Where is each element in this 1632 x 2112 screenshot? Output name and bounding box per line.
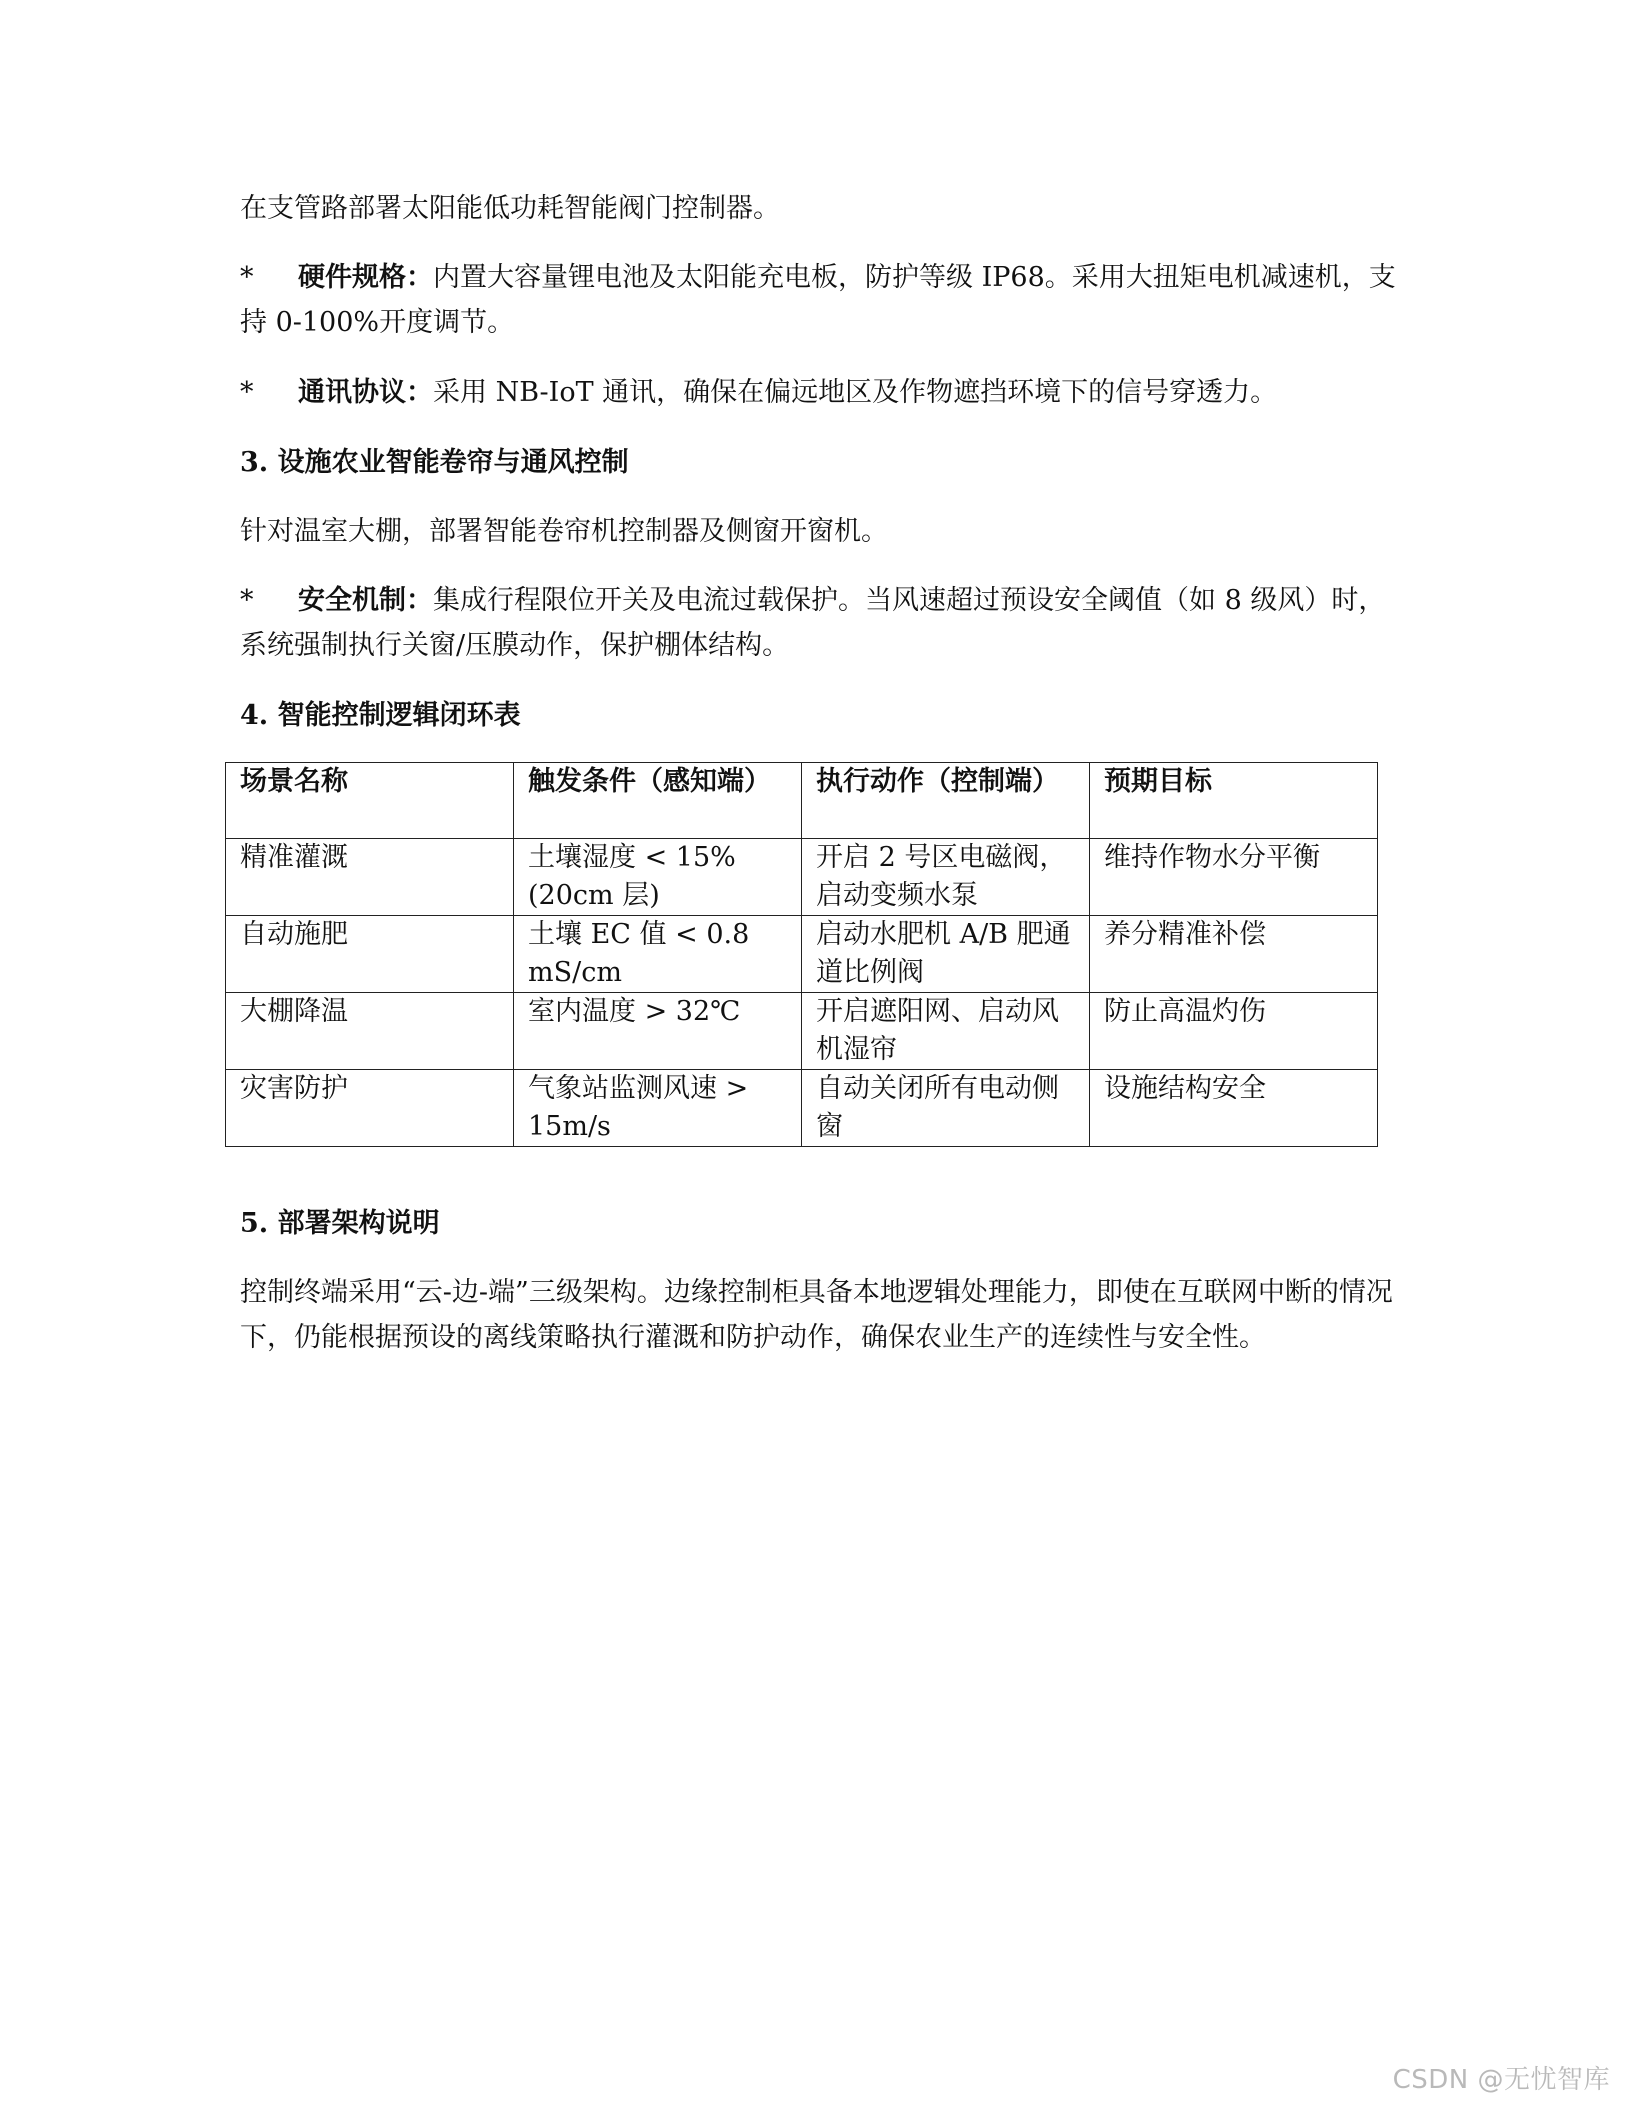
bullet-marker: * (240, 585, 254, 616)
section-5-paragraph: 控制终端采用“云-边-端”三级架构。边缘控制柜具备本地逻辑处理能力，即使在互联网中断的情况下，仍能根据预设的离线策略执行灌溉和防护动作，确保农业生产的连续性与安全性。 (240, 1277, 1393, 1353)
table-header-cell: 预期目标 (1090, 763, 1378, 839)
section-3-heading: 3. 设施农业智能卷帘与通风控制 (240, 447, 629, 478)
table-cell: 室内温度 > 32℃ (514, 993, 802, 1070)
document-page (240, 186, 1400, 1384)
bullet-hardware-spec (240, 255, 1400, 345)
bullet-safety-mechanism (240, 578, 1400, 668)
bullet-text: 内置大容量锂电池及太阳能充电板，防护等级 IP68。采用大扭矩电机减速机，支持 0-100%开度调节。 (240, 262, 1396, 338)
control-logic-table (225, 762, 1378, 1147)
table-cell: 自动关闭所有电动侧窗 (802, 1070, 1090, 1147)
table-cell: 设施结构安全 (1090, 1070, 1378, 1147)
bullet-communication-protocol (240, 370, 1400, 415)
section-5-heading: 5. 部署架构说明 (240, 1208, 440, 1239)
table-header-cell: 场景名称 (226, 763, 514, 839)
table-cell: 养分精准补偿 (1090, 916, 1378, 993)
table-cell: 灾害防护 (226, 1070, 514, 1147)
table-row (226, 916, 1378, 993)
section-4-heading: 4. 智能控制逻辑闭环表 (240, 700, 521, 731)
table-row (226, 839, 1378, 916)
table-header-cell: 触发条件（感知端） (514, 763, 802, 839)
section-3-paragraph: 针对温室大棚，部署智能卷帘机控制器及侧窗开窗机。 (240, 516, 888, 547)
table-cell: 气象站监测风速 > 15m/s (514, 1070, 802, 1147)
bullet-label: 安全机制： (298, 585, 433, 616)
table-cell: 防止高温灼伤 (1090, 993, 1378, 1070)
bullet-text: 采用 NB-IoT 通讯，确保在偏远地区及作物遮挡环境下的信号穿透力。 (433, 377, 1278, 408)
table-cell: 启动水肥机 A/B 肥通道比例阀 (802, 916, 1090, 993)
table-header-row (226, 763, 1378, 839)
table-cell: 开启遮阳网、启动风机湿帘 (802, 993, 1090, 1070)
table-cell: 开启 2 号区电磁阀，启动变频水泵 (802, 839, 1090, 916)
table-row (226, 993, 1378, 1070)
table-cell: 维持作物水分平衡 (1090, 839, 1378, 916)
bullet-marker: * (240, 377, 254, 408)
table-cell: 大棚降温 (226, 993, 514, 1070)
bullet-marker: * (240, 262, 254, 293)
watermark: CSDN @无忧智库 (1392, 2065, 1610, 2095)
table-cell: 土壤 EC 值 < 0.8 mS/cm (514, 916, 802, 993)
bullet-text: 集成行程限位开关及电流过载保护。当风速超过预设安全阈值（如 8 级风）时，系统强制执行关窗/压膜动作，保护棚体结构。 (240, 585, 1386, 661)
table-cell: 自动施肥 (226, 916, 514, 993)
intro-paragraph: 在支管路部署太阳能低功耗智能阀门控制器。 (240, 193, 780, 224)
bullet-label: 通讯协议： (298, 377, 433, 408)
table-cell: 精准灌溉 (226, 839, 514, 916)
bullet-label: 硬件规格： (298, 262, 433, 293)
table-row (226, 1070, 1378, 1147)
table-cell: 土壤湿度 < 15% (20cm 层) (514, 839, 802, 916)
table-header-cell: 执行动作（控制端） (802, 763, 1090, 839)
